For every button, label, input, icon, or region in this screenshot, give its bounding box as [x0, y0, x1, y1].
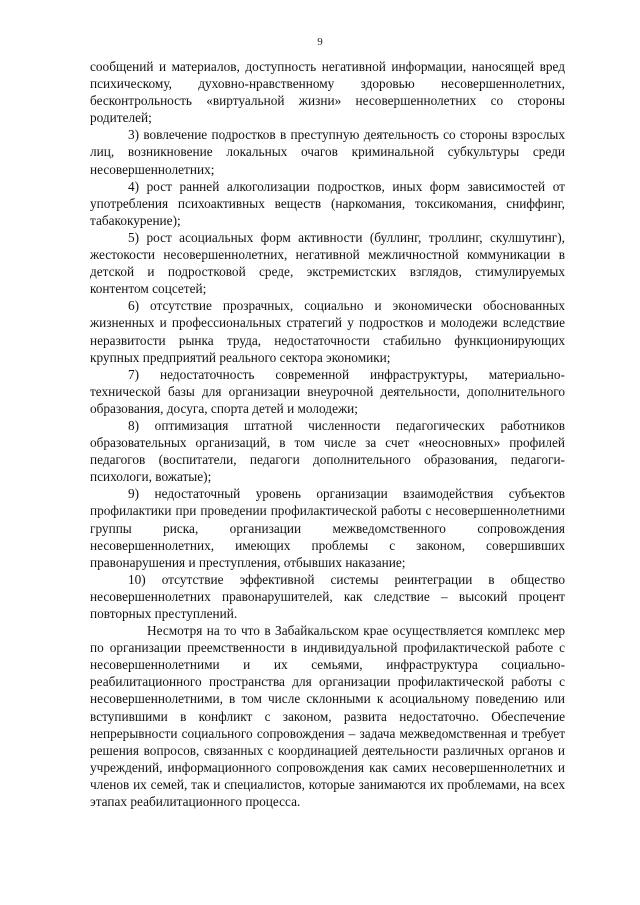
list-item-3: 3) вовлечение подростков в преступную деятельность со стороны взрослых лиц, возникновение локальных очагов криминальной субкультуры среди несовершеннолетних; [90, 127, 565, 177]
list-item-9: 9) недостаточный уровень организации взаимодействия субъектов профилактики при проведении профилактической работы с несовершеннолетними группы риска, организации межведомственного сопровождения несовершеннолетних, имеющих проблемы с законом, совершивших правонарушения и преступления, отбывших наказание; [90, 486, 565, 570]
document-body [90, 58, 565, 810]
list-item-6: 6) отсутствие прозрачных, социально и экономически обоснованных жизненных и профессиональных стратегий у подростков и молодежи вследствие неразвитости рынка труда, недостаточности стабильно функционирующих крупных предприятий реального сектора экономики; [90, 298, 565, 365]
list-item-10: 10) отсутствие эффективной системы реинтеграции в общество несовершеннолетних правонарушителей, как следствие – высокий процент повторных преступлений. [90, 571, 565, 621]
paragraph-continuation: сообщений и материалов, доступность негативной информации, наносящей вред психическому, духовно-нравственному здоровью несовершеннолетних, бесконтрольность «виртуальной жизни» несовершеннолетних со стороны родителей; [90, 59, 565, 126]
list-item-4: 4) рост ранней алкоголизации подростков, иных форм зависимостей от употребления психоактивных веществ (наркомания, токсикомания, сниффинг, табакокурение); [90, 178, 565, 228]
list-item-7: 7) недостаточность современной инфраструктуры, материально-технической базы для организации внеурочной деятельности, дополнительного образования, досуга, спорта детей и молодежи; [90, 366, 565, 416]
list-item-8: 8) оптимизация штатной численности педагогических работников образовательных организаций, в том числе за счет «неосновных» профилей педагогов (воспитатели, педагоги дополнительного образования, педагоги-психологи, вожатые); [90, 417, 565, 485]
summary-paragraph: Несмотря на то что в Забайкальском крае осуществляется комплекс мер по организации преемственности в индивидуальной профилактической работе с несовершеннолетними и их семьями, инфраструктура социально-реабилитационного пространства для организации профилактической работы с несовершеннолетними, в том числе склонными к асоциальному поведению или вступившими в конфликт с законом, развита недостаточно. Обеспечение непрерывности социального сопровождения – задача межведомственная и требует решения вопросов, связанных с координацией деятельности различных органов и учреждений, информационного сопровождения как самих несовершеннолетних и членов их семей, так и специалистов, которые занимаются их проблемами, на всех этапах реабилитационного процесса. [90, 623, 565, 810]
page-number: 9 [317, 36, 323, 48]
list-item-5: 5) рост асоциальных форм активности (буллинг, троллинг, скулшутинг), жестокости несовершеннолетних, негативной межличностной коммуникации в детской и подростковой среде, экстремистских взглядов, стимулируемых контентом соцсетей; [90, 229, 565, 297]
